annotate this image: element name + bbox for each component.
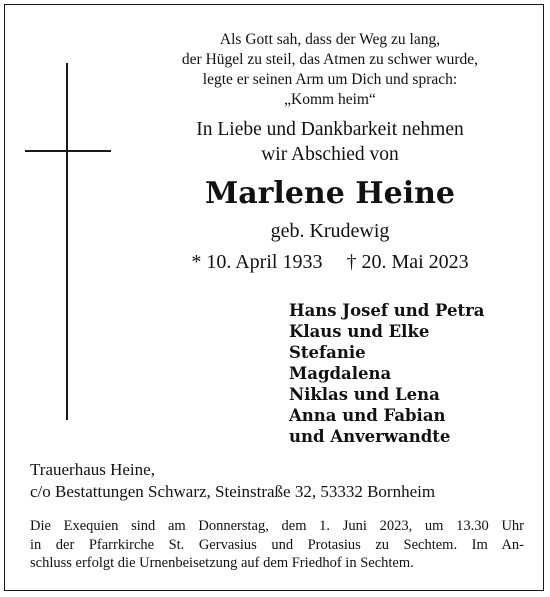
mourning-address [30,459,530,503]
service-line: in der Pfarrkirche St. Gervasius und Protasius zu Sechtem. Im An- [30,536,524,553]
farewell-text [130,117,530,167]
poem-line: legte er seinen Arm um Dich und sprach: [202,71,458,88]
farewell-line: In Liebe und Dankbarkeit nehmen [196,119,464,140]
mourner-entry: Niklas und Lena [289,385,440,404]
poem-line: Als Gott sah, dass der Weg zu lang, [219,31,441,48]
birth-name: geb. Krudewig [270,220,390,242]
deceased-name: Marlene Heine [204,176,455,211]
mourner-entry: Anna und Fabian [289,406,446,425]
death-date: † 20. Mai 2023 [346,251,469,273]
poem-line: „Komm heim“ [284,91,376,108]
poem-line: der Hügel zu steil, das Atmen zu schwer wurde, [181,51,479,68]
service-info [30,517,524,573]
cross-icon-bar [25,150,111,152]
cross-icon [66,63,68,420]
address-line: c/o Bestattungen Schwarz, Steinstraße 32, 53332 Bornheim [30,482,436,501]
service-line: schluss erfolgt die Urnenbeisetzung auf dem Friedhof in Sechtem. [30,555,414,571]
mourner-entry: Magdalena [289,364,392,383]
life-dates [130,249,530,275]
address-line: Trauerhaus Heine, [30,460,155,479]
mourners-list [289,300,539,447]
service-line: Die Exequien sind am Donnerstag, dem 1. Juni 2023, um 13.30 Uhr [30,518,524,534]
farewell-line: wir Abschied von [261,144,399,165]
birth-date: * 10. April 1933 [191,251,323,273]
poem [130,30,530,110]
mourner-entry: Hans Josef und Petra [289,301,485,320]
mourner-entry: Stefanie [289,343,366,362]
mourner-entry: und Anverwandte [289,427,451,446]
mourner-entry: Klaus und Elke [289,322,430,341]
